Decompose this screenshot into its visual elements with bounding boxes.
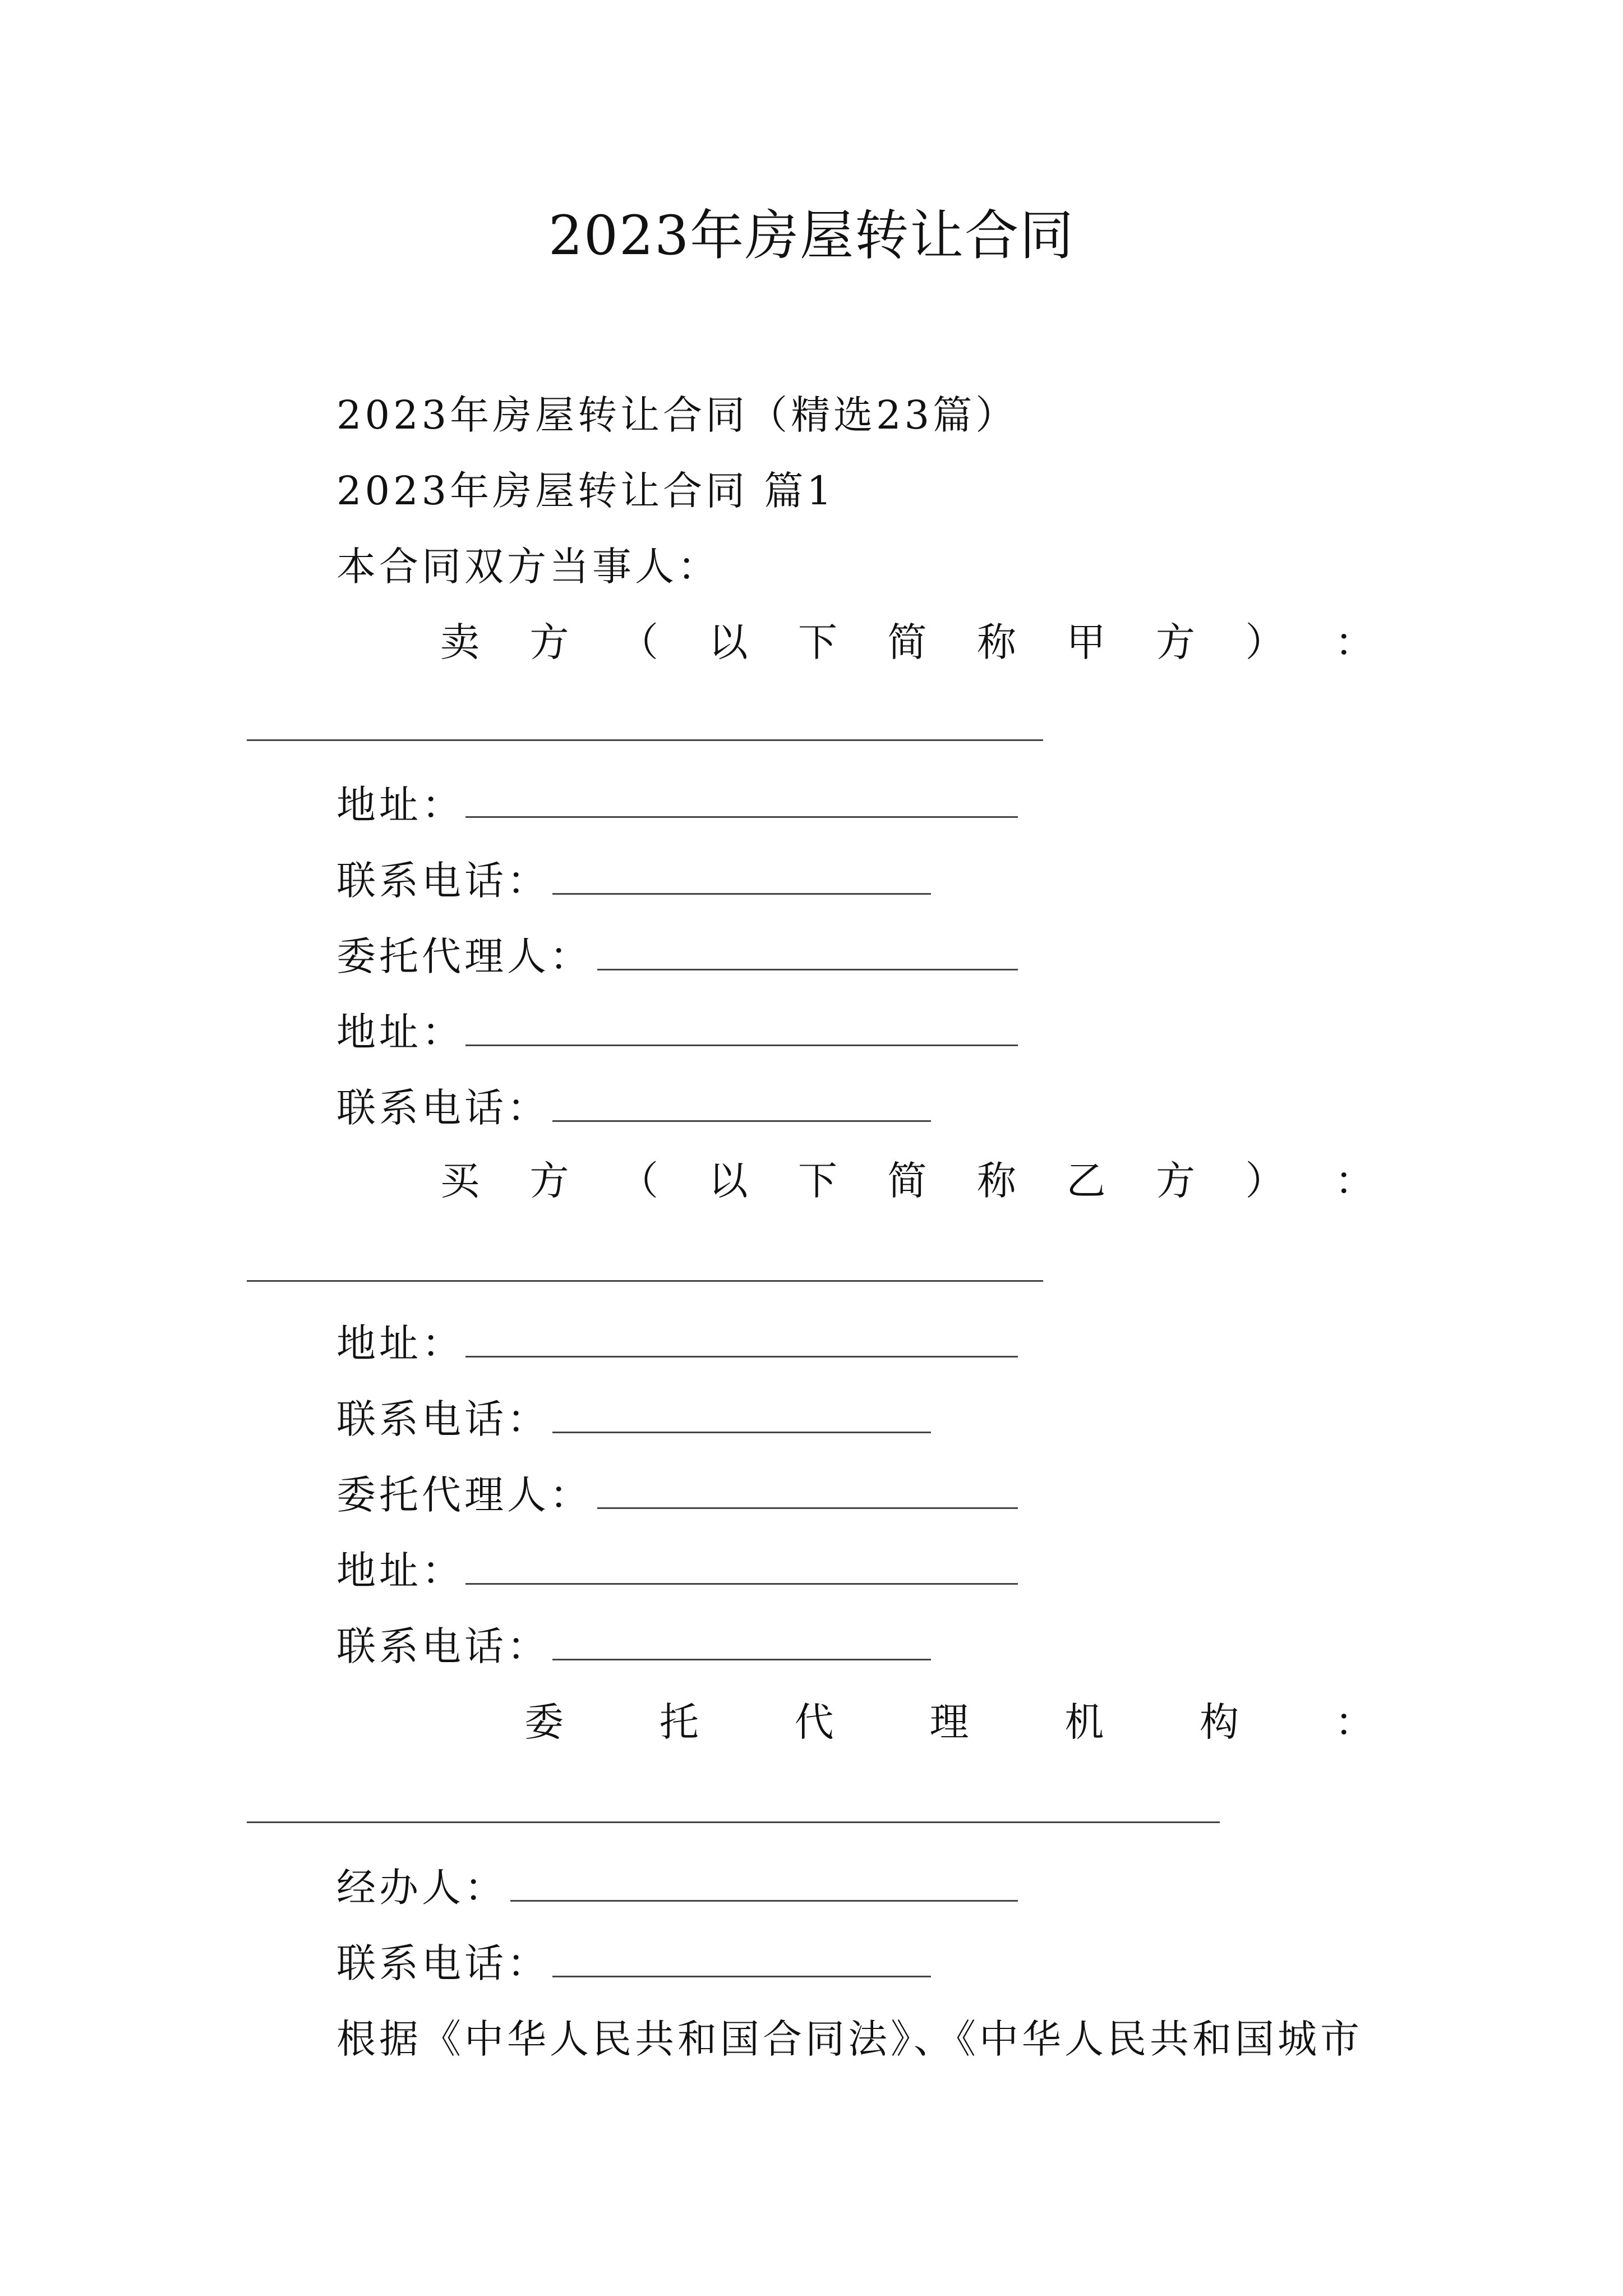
buyer-agent-phone-label: 联系电话： <box>336 1623 550 1669</box>
buyer-heading-char: 简 <box>887 1158 927 1204</box>
buyer-address-blank[interactable] <box>465 1356 1018 1358</box>
buyer-heading-char: ： <box>1335 1158 1374 1204</box>
buyer-heading-char: 以 <box>708 1158 748 1204</box>
buyer-agent-address-label: 地址： <box>336 1548 464 1594</box>
buyer-address-label: 地址： <box>336 1320 464 1366</box>
agency-phone-blank[interactable] <box>552 1976 931 1977</box>
agency-heading-char: 代 <box>794 1699 834 1745</box>
document-title: 2023年房屋转让合同 <box>548 204 1075 267</box>
part-heading: 2023年房屋转让合同 篇1 <box>336 468 835 514</box>
seller-heading-char: ） <box>1245 619 1285 665</box>
seller-phone-blank[interactable] <box>552 893 931 895</box>
agency-heading-char: 委 <box>524 1699 564 1745</box>
seller-heading-char: 简 <box>887 619 927 665</box>
seller-agent-phone-label: 联系电话： <box>336 1085 550 1131</box>
seller-heading-char: ： <box>1335 619 1374 665</box>
seller-address-label: 地址： <box>336 782 464 828</box>
agency-heading-char: 构 <box>1200 1699 1239 1745</box>
agency-handler-blank[interactable] <box>510 1900 1018 1902</box>
seller-heading-char: 卖 <box>440 619 479 665</box>
parties-intro: 本合同双方当事人： <box>336 544 720 590</box>
buyer-heading <box>440 1153 1374 1209</box>
buyer-heading-char: （ <box>619 1158 658 1204</box>
seller-heading-char: 方 <box>1156 619 1195 665</box>
seller-agent-address-label: 地址： <box>336 1009 464 1055</box>
buyer-name-blank[interactable] <box>247 1280 1043 1282</box>
seller-heading-char: 甲 <box>1066 619 1106 665</box>
seller-heading-char: 方 <box>529 619 569 665</box>
buyer-agent-blank[interactable] <box>597 1507 1018 1509</box>
seller-address-blank[interactable] <box>465 816 1018 818</box>
buyer-phone-label: 联系电话： <box>336 1396 550 1442</box>
buyer-heading-char: 买 <box>440 1158 479 1204</box>
seller-heading-char: 称 <box>977 619 1016 665</box>
buyer-heading-char: 乙 <box>1066 1158 1106 1204</box>
agency-heading <box>524 1694 1374 1750</box>
seller-heading-char: （ <box>619 619 658 665</box>
legal-basis-text: 根据《中华人民共和国合同法》、《中华人民共和国城市 <box>336 2016 1363 2062</box>
buyer-heading-char: ） <box>1245 1158 1285 1204</box>
subtitle: 2023年房屋转让合同（精选23篇） <box>336 392 1018 438</box>
buyer-heading-char: 方 <box>1156 1158 1195 1204</box>
buyer-heading-char: 称 <box>977 1158 1016 1204</box>
buyer-agent-label: 委托代理人： <box>336 1472 592 1518</box>
agency-heading-char: 机 <box>1064 1699 1104 1745</box>
seller-phone-label: 联系电话： <box>336 858 550 904</box>
seller-agent-phone-blank[interactable] <box>552 1120 931 1122</box>
seller-name-blank[interactable] <box>247 739 1043 741</box>
seller-heading <box>440 614 1374 670</box>
buyer-phone-blank[interactable] <box>552 1432 931 1433</box>
seller-agent-label: 委托代理人： <box>336 933 592 979</box>
agency-handler-label: 经办人： <box>336 1865 507 1911</box>
seller-heading-char: 以 <box>708 619 748 665</box>
buyer-heading-char: 方 <box>529 1158 569 1204</box>
agency-heading-char: ： <box>1334 1699 1374 1745</box>
seller-agent-address-blank[interactable] <box>465 1045 1018 1046</box>
agency-heading-char: 托 <box>659 1699 699 1745</box>
agency-phone-label: 联系电话： <box>336 1940 550 1986</box>
seller-agent-blank[interactable] <box>597 969 1018 970</box>
buyer-heading-char: 下 <box>798 1158 837 1204</box>
agency-name-blank[interactable] <box>247 1821 1220 1823</box>
buyer-agent-address-blank[interactable] <box>465 1583 1018 1585</box>
agency-heading-char: 理 <box>929 1699 969 1745</box>
buyer-agent-phone-blank[interactable] <box>552 1659 931 1660</box>
seller-heading-char: 下 <box>798 619 837 665</box>
